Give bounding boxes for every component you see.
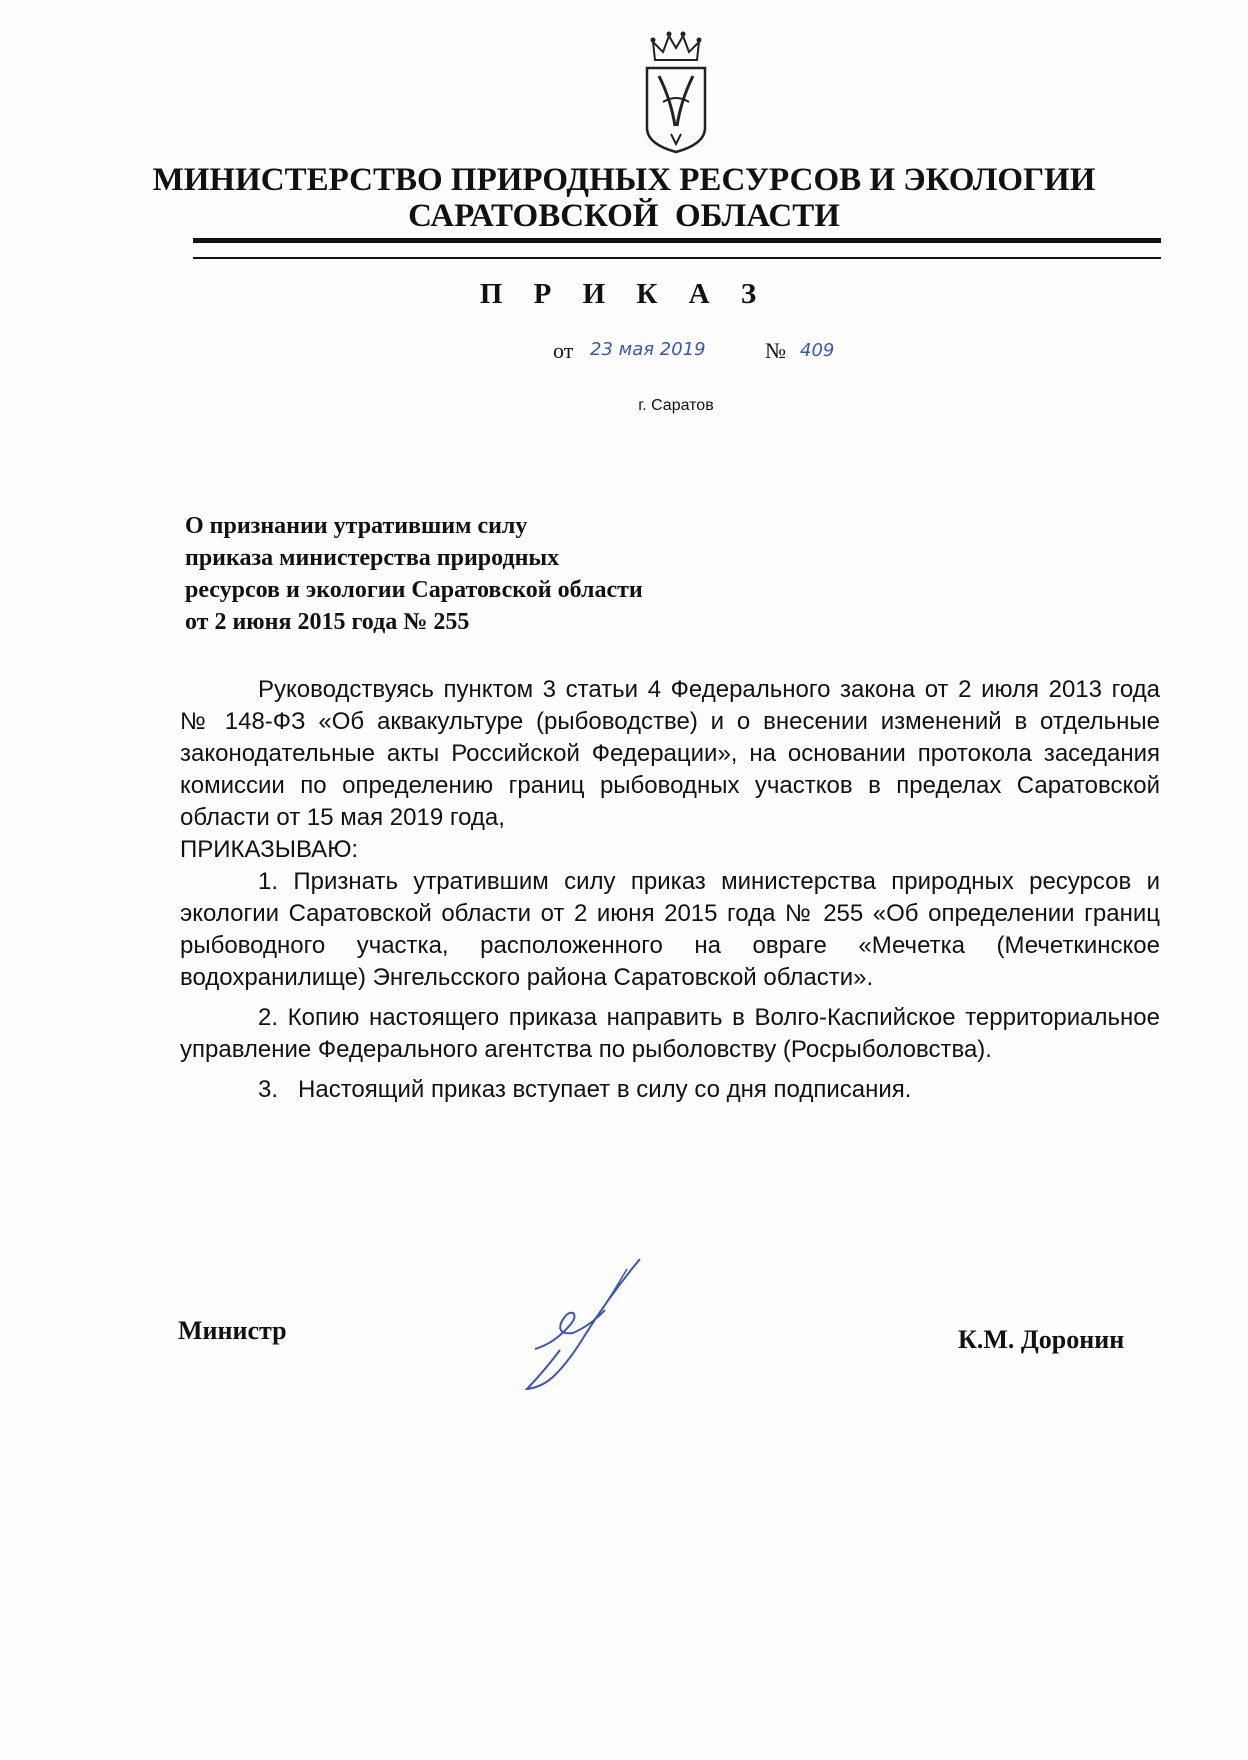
order-date-label: от: [553, 338, 574, 363]
subject-line: ресурсов и экологии Саратовской области: [185, 577, 643, 603]
signer-title: Министр: [178, 1316, 287, 1345]
subject-line: О признании утратившим силу: [185, 513, 528, 539]
order-number-handwritten: 409: [800, 340, 835, 361]
header-divider-thick: [193, 238, 1161, 243]
order-title: П Р И К А З: [479, 278, 769, 310]
order-date-handwritten: 23 мая 2019: [590, 339, 706, 360]
signature-icon: [515, 1255, 650, 1390]
subject-line: от 2 июня 2015 года № 255: [185, 609, 470, 635]
order-item: 1. Признать утратившим силу приказ министерства природных ресурсов и экологии Саратовской области от 2 июня 2015 года № 255 «Об определении границ рыбоводного участка, расположенного на овраге «Мечетка (Мечеткинское водохранилище) Энгельсского района Саратовской области».: [180, 868, 1160, 991]
subject-line: приказа министерства природных: [185, 545, 560, 571]
city-label: г. Саратов: [638, 397, 714, 414]
order-item: 3. Настоящий приказ вступает в силу со дня подписания.: [258, 1076, 912, 1103]
order-subject: [185, 510, 643, 638]
order-item: 2. Копию настоящего приказа направить в Волго-Каспийское территориальное управление Федерального агентства по рыболовству (Росрыболовства).: [180, 1004, 1160, 1063]
ministry-name-line2: САРАТОВСКОЙ ОБЛАСТИ: [408, 198, 840, 234]
coat-of-arms-icon: [641, 30, 711, 154]
order-body: [180, 674, 1160, 1106]
header-divider-thin: [193, 257, 1161, 259]
ministry-name: [0, 162, 1248, 234]
preamble-paragraph: Руководствуясь пунктом 3 статьи 4 Федерального закона от 2 июля 2013 года № 148-ФЗ «Об аквакультуре (рыбоводстве) и о внесении изменений в отдельные законодательные акты Российской Федерации», на основании протокола заседания комиссии по определению границ рыбоводных участков в пределах Саратовской области от 15 мая 2019 года,: [180, 676, 1160, 831]
order-number-label: №: [765, 338, 786, 363]
directive-text: ПРИКАЗЫВАЮ:: [180, 836, 359, 863]
ministry-name-line1: МИНИСТЕРСТВО ПРИРОДНЫХ РЕСУРСОВ И ЭКОЛОГИИ: [152, 162, 1096, 198]
signer-name: К.М. Доронин: [958, 1325, 1125, 1354]
